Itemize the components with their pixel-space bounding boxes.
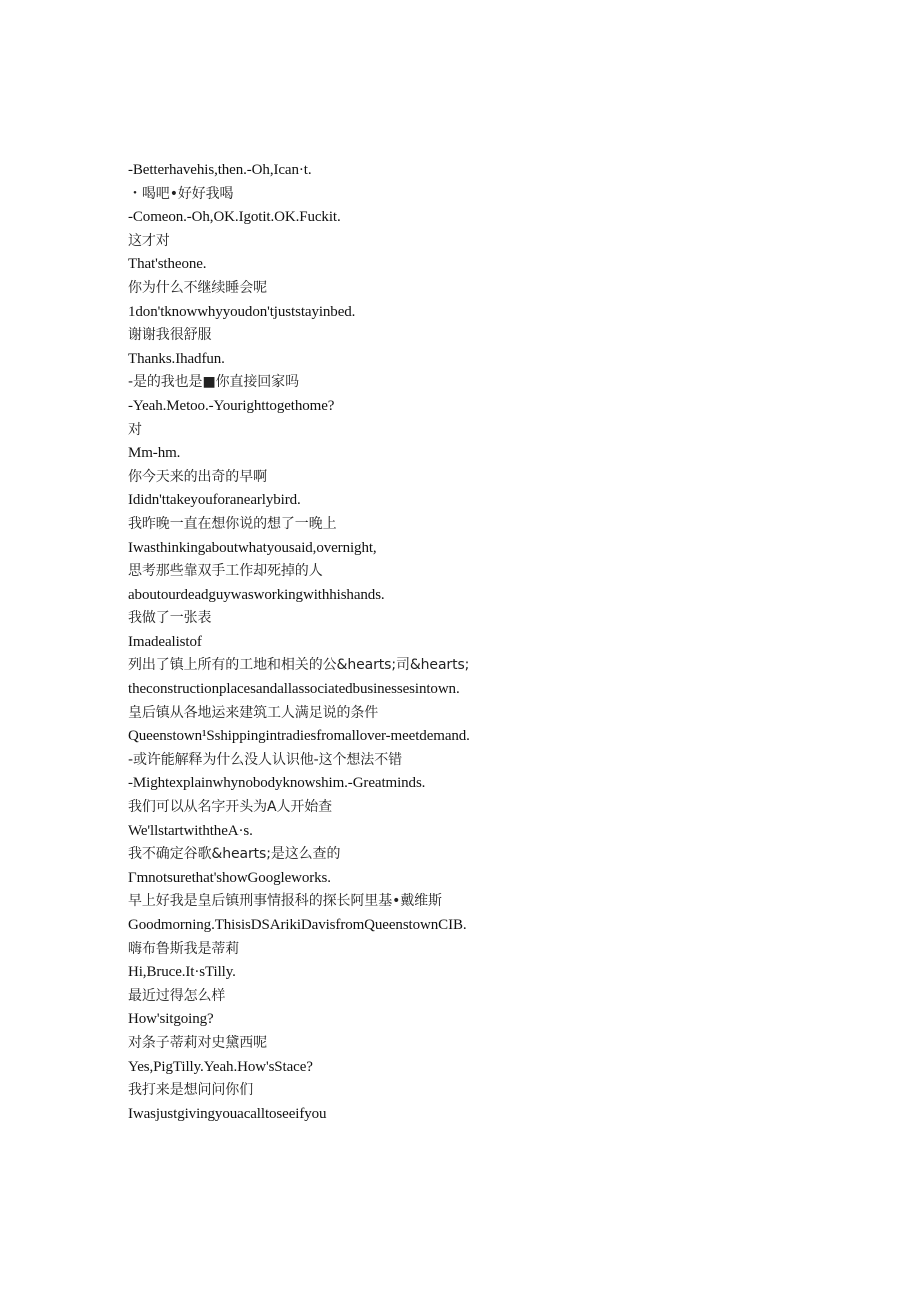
- transcript-line: -或许能解释为什么没人认识他-这个想法不错: [128, 751, 403, 768]
- transcript-line: 我不确定谷歌&hearts;是这么查的: [128, 846, 341, 863]
- transcript-line: How'sitgoing?: [128, 1011, 214, 1028]
- transcript-line: Iwasjustgivingyouacalltoseeifyou: [128, 1105, 327, 1122]
- transcript-line: ・喝吧•好好我喝: [128, 185, 234, 202]
- transcript-line: theconstructionplacesandallassociatedbusinessesintown.: [128, 681, 460, 698]
- transcript-line: 我打来是想问问你们: [128, 1082, 254, 1099]
- transcript-line: -Betterhavehis,then.-Oh,Ican·t.: [128, 162, 312, 178]
- transcript-line: Thanks.Ihadfun.: [128, 350, 225, 367]
- transcript-line: 列出了镇上所有的工地和相关的公&hearts;司&hearts;: [128, 657, 470, 674]
- transcript-line: Hi,Bruce.It·sTilly.: [128, 964, 236, 981]
- transcript-line: 我们可以从名字开头为A人开始查: [128, 799, 333, 816]
- transcript-line: That'stheone.: [128, 256, 207, 273]
- transcript-line: 我昨晚一直在想你说的想了一晚上: [128, 515, 337, 532]
- transcript-line: aboutourdeadguywasworkingwithhishands.: [128, 586, 385, 603]
- transcript-line: 1don'tknowwhyyoudon'tjuststayinbed.: [128, 303, 356, 320]
- transcript-line: Mm-hm.: [128, 445, 181, 462]
- transcript-line: 皇后镇从各地运来建筑工人满足说的条件: [128, 704, 379, 721]
- transcript-line: 对条子蒂莉对史黛西呢: [128, 1034, 267, 1051]
- transcript-line: 嗨布鲁斯我是蒂莉: [128, 940, 240, 957]
- transcript-line: 对: [128, 421, 142, 438]
- transcript-line: 谢谢我很舒服: [128, 327, 212, 344]
- transcript-line: -Mightexplainwhynobodyknowshim.-Greatminds.: [128, 775, 426, 792]
- transcript-line: Ididn'ttakeyouforanearlybird.: [128, 492, 301, 509]
- transcript-line: We'llstartwiththeA·s.: [128, 822, 253, 839]
- transcript-line: 思考那些靠双手工作却死掉的人: [128, 563, 323, 580]
- transcript-line: -Yeah.Metoo.-Yourighttogethome?: [128, 397, 335, 414]
- transcript-line: -是的我也是■你直接回家吗: [128, 374, 299, 391]
- transcript-line: Goodmorning.ThisisDSArikiDavisfromQueenstownCIB.: [128, 917, 467, 933]
- transcript-line: 这才对: [128, 232, 170, 249]
- transcript-line: Iwasthinkingaboutwhatyousaid,overnight,: [128, 539, 377, 556]
- transcript-line: Queenstown¹Sshippingintradiesfromallover-meetdemand.: [128, 728, 470, 745]
- transcript-line: Yes,PigTilly.Yeah.How'sStace?: [128, 1058, 313, 1075]
- transcript-line: -Comeon.-Oh,OK.Igotit.OK.Fuckit.: [128, 209, 341, 226]
- transcript-line: 早上好我是皇后镇刑事情报科的探长阿里基•戴维斯: [128, 893, 442, 910]
- transcript-line: Γmnotsurethat'showGoogleworks.: [128, 869, 331, 886]
- transcript-line: Imadealistof: [128, 633, 202, 650]
- transcript-line: 最近过得怎么样: [128, 987, 226, 1004]
- transcript-line: 我做了一张表: [128, 610, 212, 627]
- transcript-line: 你今天来的出奇的早啊: [128, 468, 267, 485]
- subtitle-transcript: [128, 159, 880, 1126]
- transcript-line: 你为什么不继续睡会呢: [128, 279, 267, 296]
